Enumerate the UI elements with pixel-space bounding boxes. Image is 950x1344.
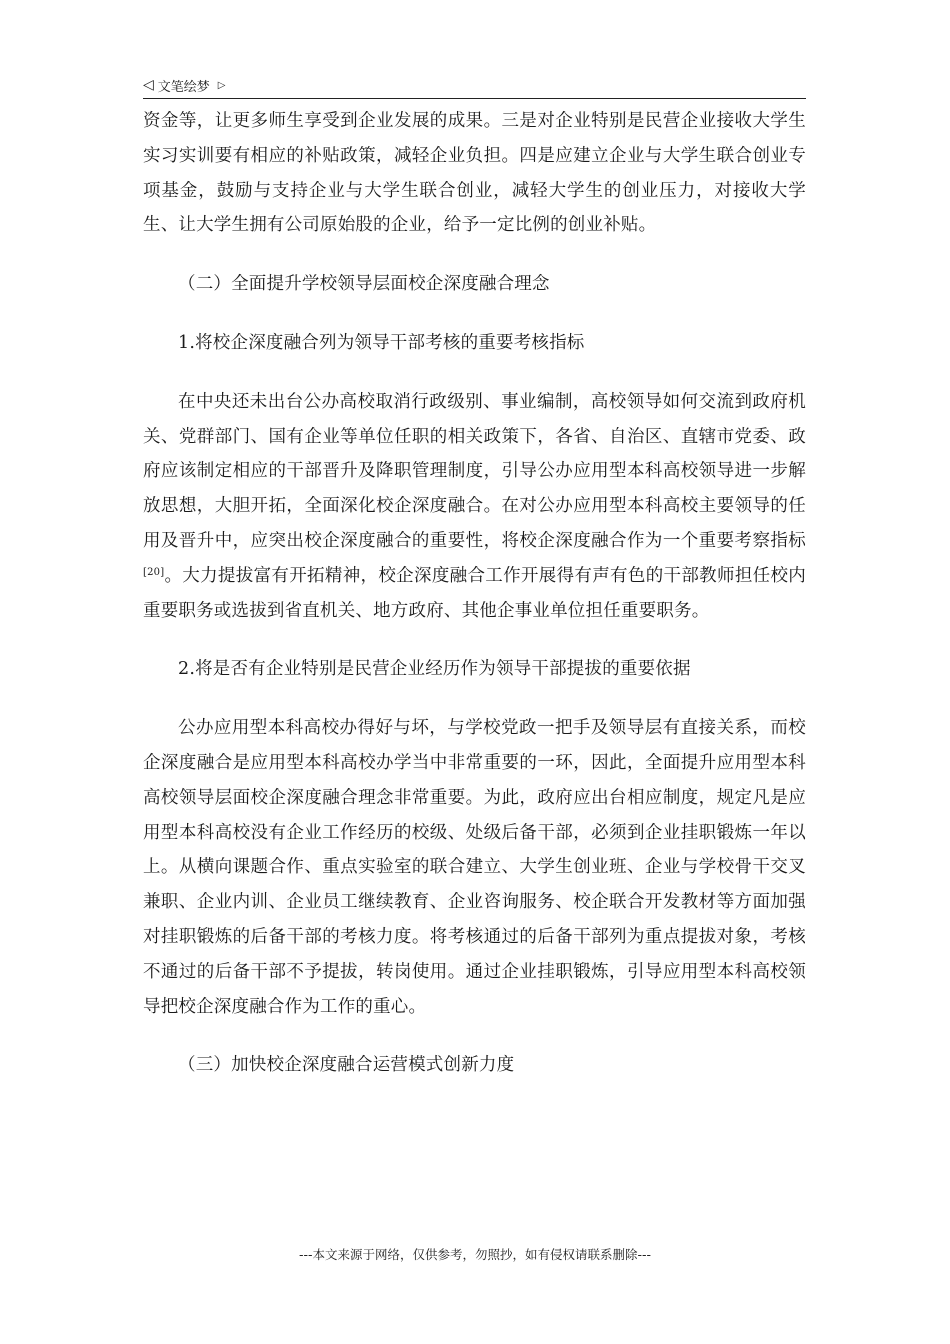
document-body bbox=[143, 104, 806, 1107]
page-header bbox=[143, 72, 806, 99]
paragraph-2-text-a: 在中央还未出台公办高校取消行政级别、事业编制，高校领导如何交流到政府机关、党群部门、国有企业等单位任职的相关政策下，各省、自治区、直辖市党委、政府应该制定相应的干部晋升及降职管理制度，引导公办应用型本科高校领导进一步解放思想，大胆开拓，全面深化校企深度融合。在对公办应用型本科高校主要领导的任用及晋升中，应突出校企深度融合的重要性，将校企深度融合作为一个重要考察指标 bbox=[143, 391, 806, 551]
section-heading-2: （二）全面提升学校领导层面校企深度融合理念 bbox=[178, 274, 550, 295]
header-title: 文笔绘梦 bbox=[157, 79, 210, 95]
paragraph-2-text-b: 。大力提拔富有开拓精神，校企深度融合工作开展得有声有色的干部教师担任校内重要职务或选拔到省直机关、地方政府、其他企事业单位担任重要职务。 bbox=[143, 565, 806, 621]
subsection-heading-2-2: 2.将是否有企业特别是民营企业经历作为领导干部提拔的重要依据 bbox=[178, 659, 691, 680]
right-triangle-icon: ▷ bbox=[217, 79, 226, 91]
section-heading-3: （三）加快校企深度融合运营模式创新力度 bbox=[178, 1055, 515, 1076]
citation-ref: [20] bbox=[143, 566, 165, 578]
paragraph-2 bbox=[143, 385, 806, 629]
paragraph-1: 资金等，让更多师生享受到企业发展的成果。三是对企业特别是民营企业接收大学生实习实训要有相应的补贴政策，减轻企业负担。四是应建立企业与大学生联合创业专项基金，鼓励与支持企业与大学生联合创业，减轻大学生的创业压力，对接收大学生、让大学生拥有公司原始股的企业，给予一定比例的创业补贴。 bbox=[143, 111, 806, 236]
left-triangle-icon: ◁ bbox=[143, 77, 154, 93]
page-footer: ---本文来源于网络，仅供参考，勿照抄，如有侵权请联系删除--- bbox=[298, 1247, 652, 1262]
subsection-heading-2-1: 1.将校企深度融合列为领导干部考核的重要考核指标 bbox=[178, 332, 585, 353]
paragraph-3: 公办应用型本科高校办得好与坏，与学校党政一把手及领导层有直接关系，而校企深度融合是应用型本科高校办学当中非常重要的一环，因此，全面提升应用型本科高校领导层面校企深度融合理念非常重要。为此，政府应出台相应制度，规定凡是应用型本科高校没有企业工作经历的校级、处级后备干部，必须到企业挂职锻炼一年以上。从横向课题合作、重点实验室的联合建立、大学生创业班、企业与学校骨干交叉兼职、企业内训、企业员工继续教育、企业咨询服务、校企联合开发教材等方面加强对挂职锻炼的后备干部的考核力度。将考核通过的后备干部列为重点提拔对象，考核不通过的后备干部不予提拔，转岗使用。通过企业挂职锻炼，引导应用型本科高校领导把校企深度融合作为工作的重心。 bbox=[143, 718, 806, 1017]
